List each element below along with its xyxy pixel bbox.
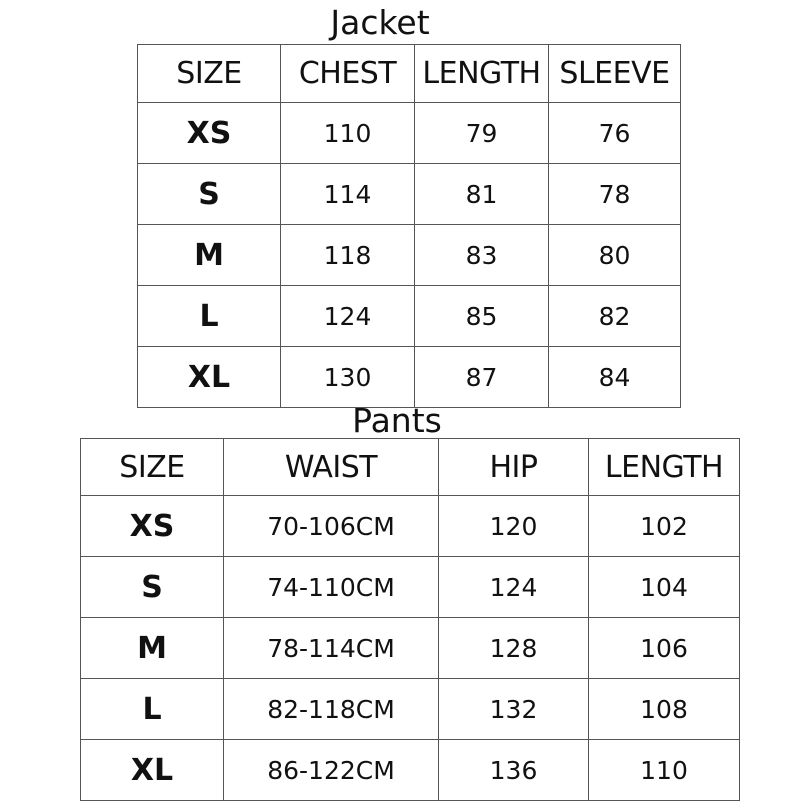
header-sleeve: SLEEVE [549,45,681,103]
waist-cell: 78-114CM [224,618,439,679]
chest-cell: 118 [281,225,415,286]
sleeve-cell: 84 [549,347,681,408]
header-length: LENGTH [415,45,549,103]
header-hip: HIP [439,439,589,496]
table-row [138,103,681,164]
size-cell: S [81,557,224,618]
table-row [81,557,740,618]
hip-cell: 128 [439,618,589,679]
table-row [81,740,740,801]
table-row [138,286,681,347]
table-row [81,679,740,740]
sleeve-cell: 80 [549,225,681,286]
pants-title: Pants [352,401,442,440]
hip-cell: 132 [439,679,589,740]
length-cell: 79 [415,103,549,164]
table-row [138,164,681,225]
header-length: LENGTH [589,439,740,496]
length-cell: 110 [589,740,740,801]
size-cell: S [138,164,281,225]
chest-cell: 130 [281,347,415,408]
chest-cell: 114 [281,164,415,225]
size-cell: L [81,679,224,740]
header-waist: WAIST [224,439,439,496]
table-row [138,347,681,408]
length-cell: 81 [415,164,549,225]
hip-cell: 120 [439,496,589,557]
size-cell: XS [81,496,224,557]
size-cell: M [138,225,281,286]
sleeve-cell: 78 [549,164,681,225]
waist-cell: 82-118CM [224,679,439,740]
table-row [81,618,740,679]
jacket-title: Jacket [330,3,430,42]
header-size: SIZE [81,439,224,496]
size-cell: XL [138,347,281,408]
hip-cell: 136 [439,740,589,801]
jacket-size-table [137,44,681,408]
waist-cell: 70-106CM [224,496,439,557]
table-header-row [81,439,740,496]
header-size: SIZE [138,45,281,103]
size-cell: XS [138,103,281,164]
length-cell: 102 [589,496,740,557]
table-row [138,225,681,286]
length-cell: 106 [589,618,740,679]
hip-cell: 124 [439,557,589,618]
length-cell: 108 [589,679,740,740]
size-cell: L [138,286,281,347]
length-cell: 104 [589,557,740,618]
length-cell: 87 [415,347,549,408]
table-row [81,496,740,557]
table-header-row [138,45,681,103]
waist-cell: 86-122CM [224,740,439,801]
size-cell: M [81,618,224,679]
length-cell: 85 [415,286,549,347]
chest-cell: 124 [281,286,415,347]
size-cell: XL [81,740,224,801]
sleeve-cell: 82 [549,286,681,347]
waist-cell: 74-110CM [224,557,439,618]
sleeve-cell: 76 [549,103,681,164]
header-chest: CHEST [281,45,415,103]
pants-size-table [80,438,740,801]
length-cell: 83 [415,225,549,286]
chest-cell: 110 [281,103,415,164]
